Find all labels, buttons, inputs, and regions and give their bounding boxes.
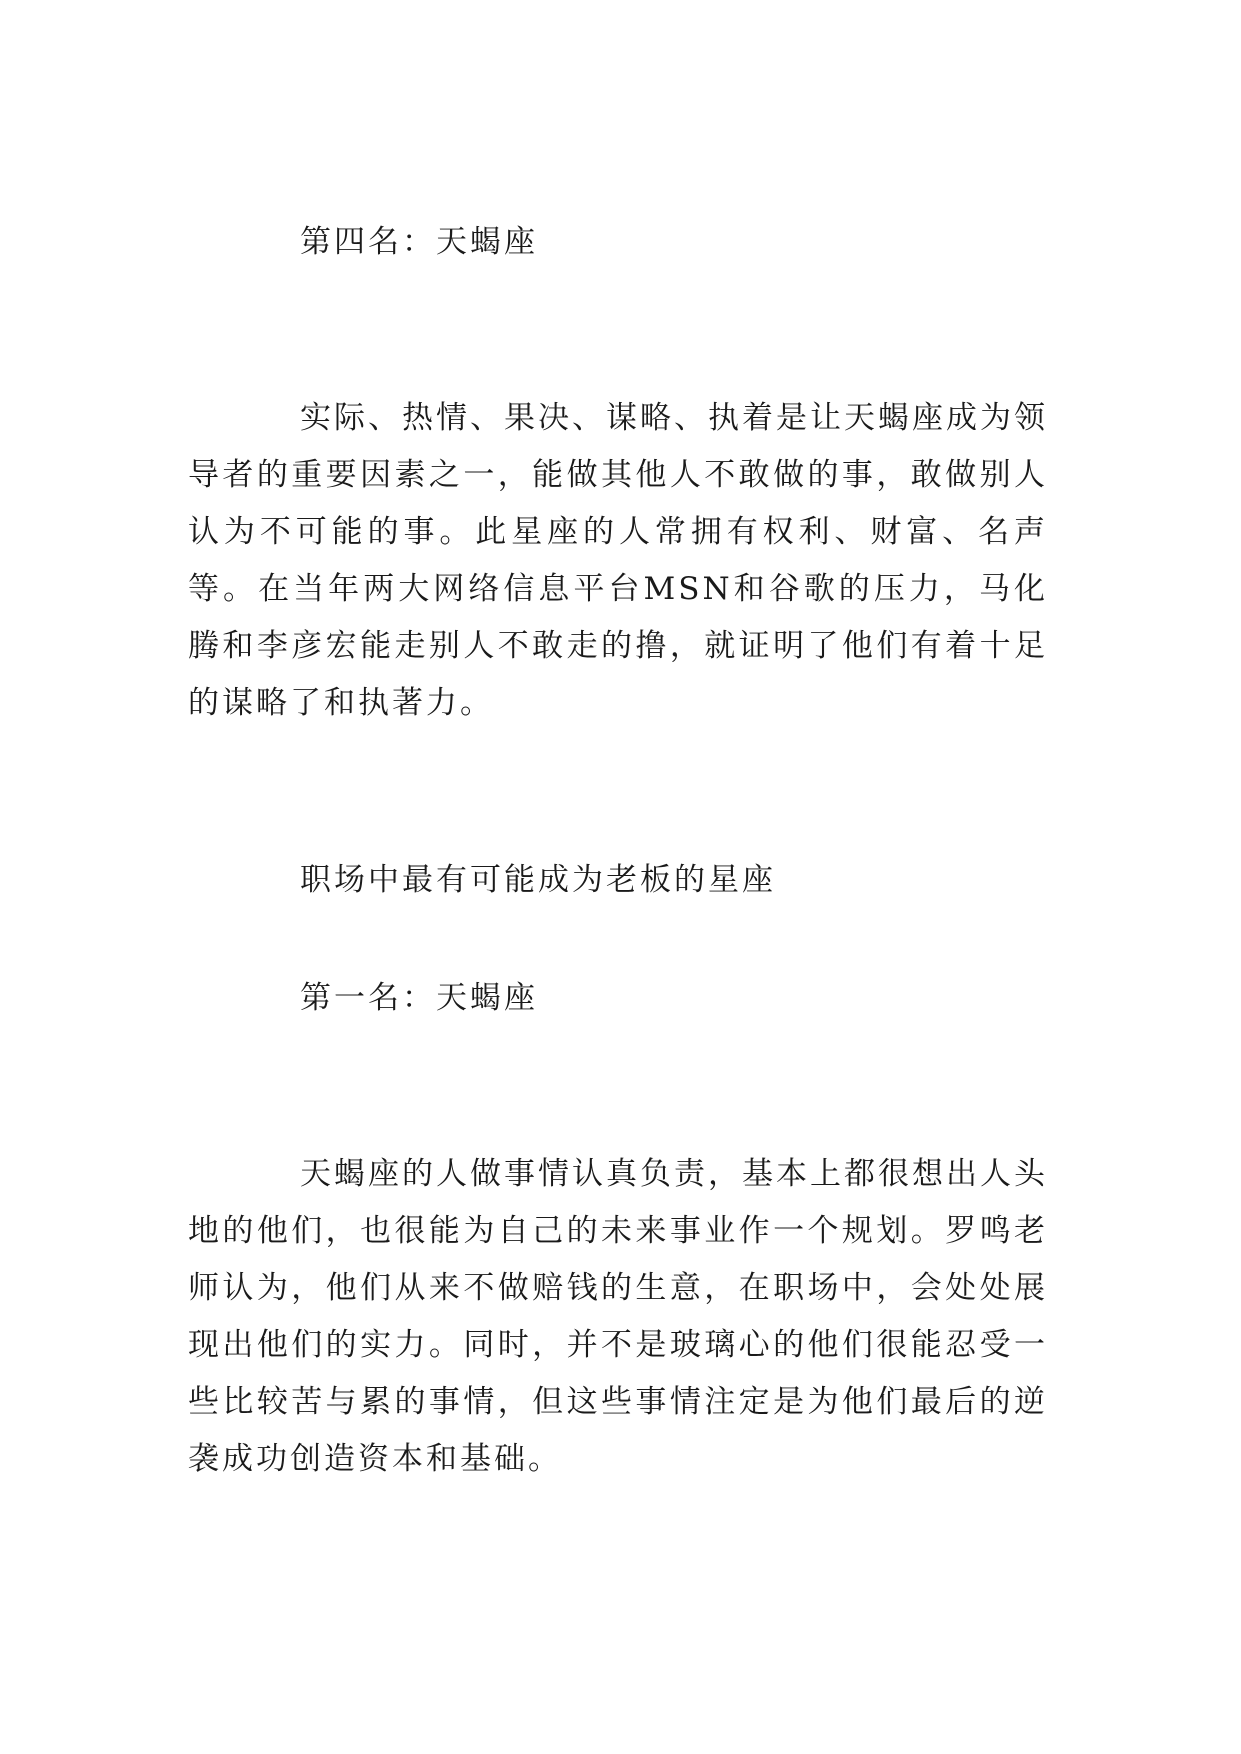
paragraph-scorpio-traits: 实际、热情、果决、谋略、执着是让天蝎座成为领导者的重要因素之一，能做其他人不敢做的事，敢做别人认为不可能的事。此星座的人常拥有权利、财富、名声等。在当年两大网络信息平台MSN和谷歌的压力，马化腾和李彦宏能走别人不敢走的撸，就证明了他们有着十足的谋略了和执著力。 (188, 400, 1048, 721)
heading-first-place: 第一名：天蝎座 (300, 980, 538, 1016)
heading-fourth-place: 第四名：天蝎座 (300, 224, 538, 260)
paragraph-scorpio-career: 天蝎座的人做事情认真负责，基本上都很想出人头地的他们，也很能为自己的未来事业作一个规划。罗鸣老师认为，他们从来不做赔钱的生意，在职场中，会处处展现出他们的实力。同时，并不是玻璃心的他们很能忍受一些比较苦与累的事情，但这些事情注定是为他们最后的逆袭成功创造资本和基础。 (188, 1156, 1048, 1477)
section-title: 职场中最有可能成为老板的星座 (300, 862, 776, 898)
